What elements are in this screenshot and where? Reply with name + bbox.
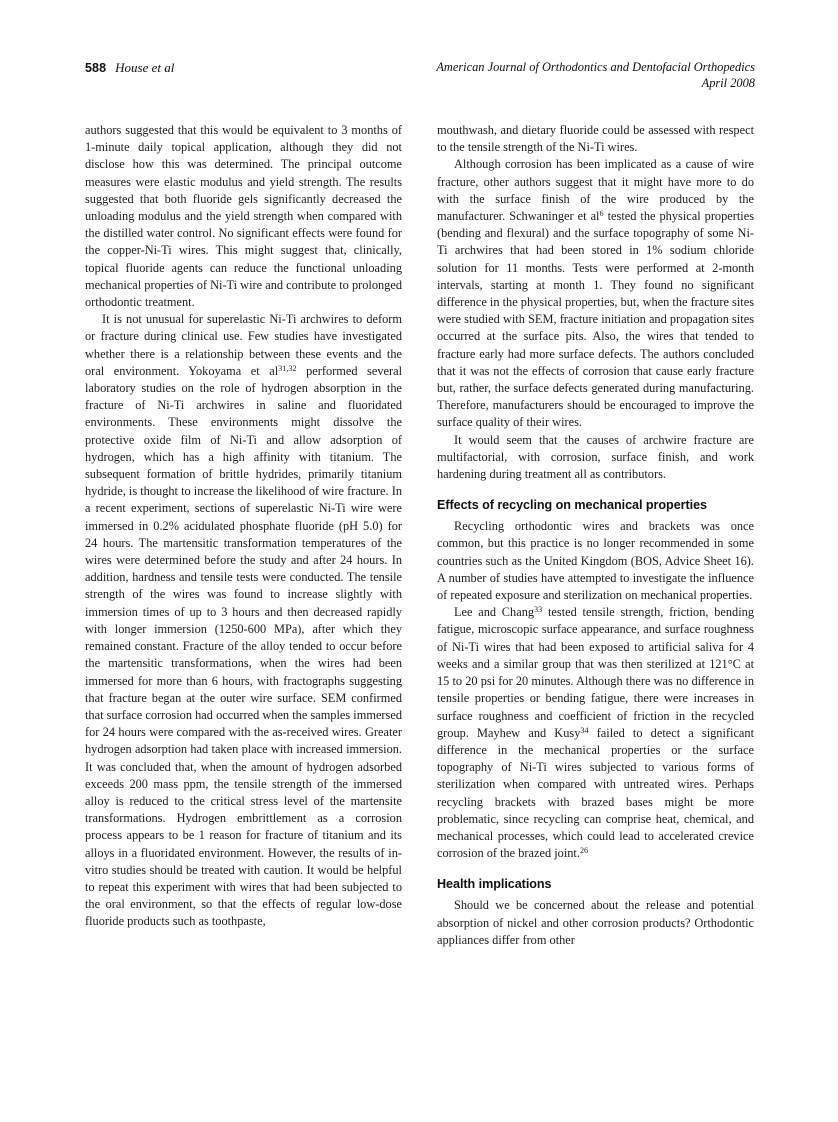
body-paragraph: authors suggested that this would be equivalent to 3 months of 1-minute daily topical application, although they did not disclose how this was determined. The principal outcome measures were elastic modulus and yield strength. The results suggested that both fluoride gels significantly decreased the unloading modulus and the yield strength when compared with the distilled water control. No significant effects were found for the copper-Ni-Ti wires. This might suggest that, clinically, topical fluoride agents can reduce the functional unloading mechanical properties of Ni-Ti wire and contribute to prolonged orthodontic treatment.: [85, 123, 402, 310]
running-head-left: [85, 60, 174, 76]
section-heading: Effects of recycling on mechanical properties: [437, 498, 707, 513]
column-right: [437, 122, 754, 1047]
page-number: 588: [85, 61, 107, 75]
body-paragraph: mouthwash, and dietary fluoride could be assessed with respect to the tensile strength of the Ni-Ti wires.: [437, 123, 754, 155]
issue-date: April 2008: [701, 75, 755, 90]
body-columns: [85, 122, 755, 1047]
running-head-authors: House et al: [115, 60, 175, 75]
body-paragraph: It is not unusual for superelastic Ni-Ti archwires to deform or fracture during clinical use. Few studies have investigated whether there is a relationship between these events and the oral environment. Yokoyama et al$^{31,32}$ performed several laboratory studies on the role of hydrogen absorption in the fracture of Ni-Ti archwires in saline and fluoridated environments. These environments might dissolve the protective oxide film of Ni-Ti and allow adsorption of hydrogen, which has a high affinity with titanium. The subsequent formation of brittle hydrides, primarily titanium hydride, is thought to increase the likelihood of wire fracture. In a recent experiment, sections of superelastic Ni-Ti wire were immersed in 0.2% acidulated phosphate fluoride (pH 5.0) for 24 hours. The martensitic transformation temperatures of the wires were determined before the study and after 24 hours. In addition, hardness and tensile tests were conducted. The tensile strength of the wires was found to increase slightly with immersion times of up to 3 hours and then decreased rapidly with longer immersion (1250-600 MPa), after which they remained constant. Fracture of the alloy tended to occur before the martensitic transformations, when the wires had been immersed for more than 6 hours, with fractographs suggesting that fracture began at the outer wire surface. SEM confirmed that surface corrosion had occurred when the samples immersed for 24 hours were compared with the as-received wires. Greater hydrogen adsorption had taken place with increased immersion. It was concluded that, when the amount of hydrogen adsorbed exceeds 200 mass ppm, the tensile strength of the immersed alloy is reduced to the critical stress level of the martensite transformations. Hydrogen embrittlement as a corrosion process appears to be 1 reason for fracture of titanium and its alloys in a fluoridated environment. However, the results of in-vitro studies should be treated with caution. It would be helpful to repeat this experiment with wires that had been subjected to the oral environment, so that the effects of regular low-dose fluoride products such as toothpaste,: [85, 312, 402, 929]
running-head: [85, 60, 755, 91]
body-paragraph: It would seem that the causes of archwire fracture are multifactorial, with corrosion, surface finish, and work hardening during treatment all as contributors.: [437, 432, 754, 482]
body-paragraph: Lee and Chang$^{33}$ tested tensile strength, friction, bending fatigue, microscopic surface appearance, and surface roughness of Ni-Ti wires that had been exposed to artificial saliva for 4 weeks and a similar group that was then sterilized at 121°C at 15 to 20 psi for 20 minutes. Although there was no difference in tensile properties or bending fatigue, there were increases in surface roughness and coefficient of friction in the recycled group. Mayhew and Kusy$^{34}$ failed to detect a significant difference in the mechanical properties or the surface topography of Ni-Ti wires subjected to various forms of sterilization when compared with untreated wires. Perhaps recycling brackets with brazed bases might be more problematic, since recycling can comprise heat, chemical, and mechanical processes, which could lead to accelerated crevice corrosion of the brazed joint.$^{26}$: [437, 605, 754, 861]
body-paragraph: Should we be concerned about the release and potential absorption of nickel and other corrosion products? Orthodontic appliances differ from other: [437, 898, 754, 947]
body-paragraph: Recycling orthodontic wires and brackets was once common, but this practice is no longer recommended in some countries such as the United Kingdom (BOS, Advice Sheet 16). A number of studies have attempted to investigate the influence of repeated exposure and sterilization on mechanical properties.: [437, 519, 754, 603]
body-paragraph: Although corrosion has been implicated as a cause of wire fracture, other authors suggest that it might have more to do with the surface finish of the wire produced by the manufacturer. Schwaninger et $al^6$ tested the physical properties (bending and flexural) and the surface topography of some Ni-Ti archwires that had been stored in 1% sodium chloride solution for 11 months. Tests were performed at 2-month intervals, starting at month 1. They found no significant difference in the physical properties, but, when the fracture sites were studied with SEM, fracture initiation and propagation sites occurred at the surface pits. Also, the wires that tended to fracture early had more surface defects. The authors concluded that it was not the effects of corrosion that cause early fracture but, rather, the surface defects generated during manufacturing. Therefore, manufacturers should be encouraged to improve the surface quality of their wires.: [437, 157, 754, 430]
journal-title: American Journal of Orthodontics and Dentofacial Orthopedics: [436, 60, 755, 74]
section-heading: Health implications: [437, 877, 552, 892]
running-head-right: [436, 60, 755, 91]
column-left: [85, 122, 402, 1047]
